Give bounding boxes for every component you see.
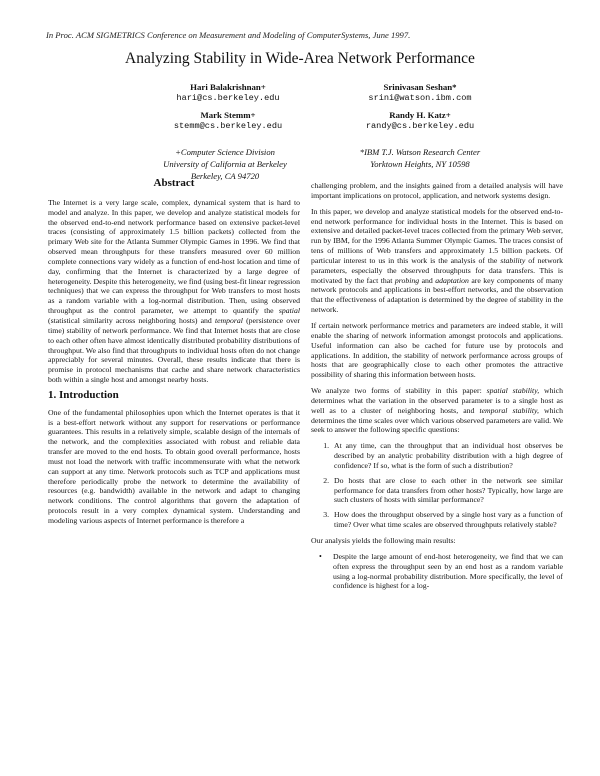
intro-paragraph: One of the fundamental philosophies upon which the Internet operates is that it is a best-effort network without any support for reservations or performance guarantees. This results in a relatively simple, scalable design of the internals of the network, and the complexities associated with robust and reliable data transfer are moved to the end hosts. To obtain good overall performance, hosts must not load the network with traffic incommensurate with what the network can support at any time. Network protocols such as TCP and applications must therefore periodically probe the network to determine the availability of resources (e.g. bandwidth) available in the network and adapt to changing network conditions. The control algorithms that govern the adaptation of protocols result in a very complex dynamical system. Understanding and modeling various aspects of Internet performance is therefore a — [48, 407, 300, 525]
author-email: stemm@cs.berkeley.edu — [173, 121, 283, 131]
author-name: Mark Stemm+ — [200, 110, 256, 120]
bullet-icon: • — [319, 551, 322, 561]
author-email: hari@cs.berkeley.edu — [176, 93, 280, 103]
result-item: • Despite the large amount of end-host heterogeneity, we find that we can often express the throughput seen by an end host as a random variable using a log-normal probability distribution. More specifically, the level of confidence is highest for a log- — [319, 551, 563, 591]
affiliation-block — [320, 146, 520, 170]
paper-title: Analyzing Stability in Wide-Area Network Performance — [125, 50, 475, 67]
question-item: 1. At any time, can the throughput that an individual host observes be described by an analytic probability distribution with a high degree of confidence? If so, what is the form of such a distribution? — [331, 441, 563, 471]
right-column — [311, 181, 563, 591]
body-paragraph: We analyze two forms of stability in this paper: spatial stability, which determines what the variation in the observed parameter is to a single host as well as to a cluster of neighboring hosts, and temporal stability, which determines the time scales over which various observed parameters are valid. We seek to answer the following specific questions: — [311, 386, 563, 435]
body-paragraph: challenging problem, and the insights gained from a detailed analysis will have important implications on protocol, application, and network systems design. — [311, 181, 563, 200]
affiliation-line: Yorktown Heights, NY 10598 — [370, 159, 470, 169]
author-name: Srinivasan Seshan* — [383, 82, 457, 92]
body-paragraph: Our analysis yields the following main results: — [311, 536, 456, 545]
author-block — [340, 82, 500, 104]
affiliation-line: University of California at Berkeley — [163, 159, 287, 169]
author-name: Hari Balakrishnan+ — [190, 82, 266, 92]
author-name: Randy H. Katz+ — [389, 110, 451, 120]
author-block — [340, 110, 500, 132]
author-email: randy@cs.berkeley.edu — [365, 121, 475, 131]
question-item: 3. How does the throughput observed by a single host vary as a function of time? Over what time scales are observed throughputs relatively stable? — [331, 510, 563, 530]
abstract-heading: Abstract — [153, 177, 195, 189]
body-paragraph: If certain network performance metrics and parameters are indeed stable, it will enable the sharing of network information amongst protocols and applications. Useful information can also be cached for future use by protocols and applications. In addition, the stability of network performance across groups of hosts that are geographically close to each other promotes the attractive possibility of sharing this information between hosts. — [311, 320, 563, 380]
author-block — [150, 110, 306, 132]
question-item: 2. Do hosts that are close to each other in the network see similar performance for data transfers from other hosts? Typically, how large are such clusters of hosts with similar performance? — [331, 476, 563, 506]
affiliation-line: *IBM T.J. Watson Research Center — [359, 147, 481, 157]
venue-line: In Proc. ACM SIGMETRICS Conference on Measurement and Modeling of ComputerSystems, June 1997. — [46, 30, 411, 40]
left-column — [48, 177, 300, 532]
body-paragraph: In this paper, we develop and analyze statistical models for the observed end-to-end network performance for individual hosts in the Internet. This is based on extensive and detailed packet-level traces collected from the primary Web server, run by IBM, for the 1996 Atlanta Summer Olympic Games. The traces consist of tens of millions of Web transfers and approximately 1.5 billion packets. Of particular interest to us in this work is the analysis of the stability of network parameters, especially the observed throughputs for data transfers. This is motivated by the fact that probing and adaptation are key components of many network protocols and applications in best-effort networks, and the observation that the effectiveness of adaptation is determined by the degree of stability in the network. — [311, 206, 564, 315]
affiliation-line: +Computer Science Division — [175, 147, 275, 157]
author-block — [150, 82, 306, 104]
author-email: srini@watson.ibm.com — [368, 93, 472, 103]
section-heading: 1. Introduction — [48, 388, 119, 401]
question-list — [311, 441, 563, 530]
abstract-paragraph: The Internet is a very large scale, complex, dynamical system that is hard to model and analyze. In this paper, we develop and analyze statistical models for the observed end-to-end network performance based on extensive packet-level traces (consisting of approximately 1.5 billion packets) collected from the primary Web site for the Atlanta Summer Olympic Games in 1996. We find that observed mean throughputs for these transfers measured over 60 million complete connections vary widely as a function of end-host location and time of day, confirming that the Internet is characterized by a large degree of heterogeneity. Despite this heterogeneity, we find (using best-fit linear regression techniques) that we can express the throughput for Web transfers to most hosts as a random variable with a log-normal distribution. Then, using observed throughput as the control parameter, we attempt to quantify the spatial (statistical similarity across neighboring hosts) and temporal (persistence over time) stability of network performance. We find that Internet hosts that are close to each other often have almost identically distributed probability distributions of throughput. We also find that throughputs to individual hosts often do not change appreciably for several minutes. Overall, these results indicate that there is promise in protocol mechanisms that cache and share network characteristics both within a single host and amongst nearby hosts. — [48, 197, 301, 385]
affiliation-line: Berkeley, CA 94720 — [190, 171, 260, 181]
results-list — [311, 552, 563, 591]
